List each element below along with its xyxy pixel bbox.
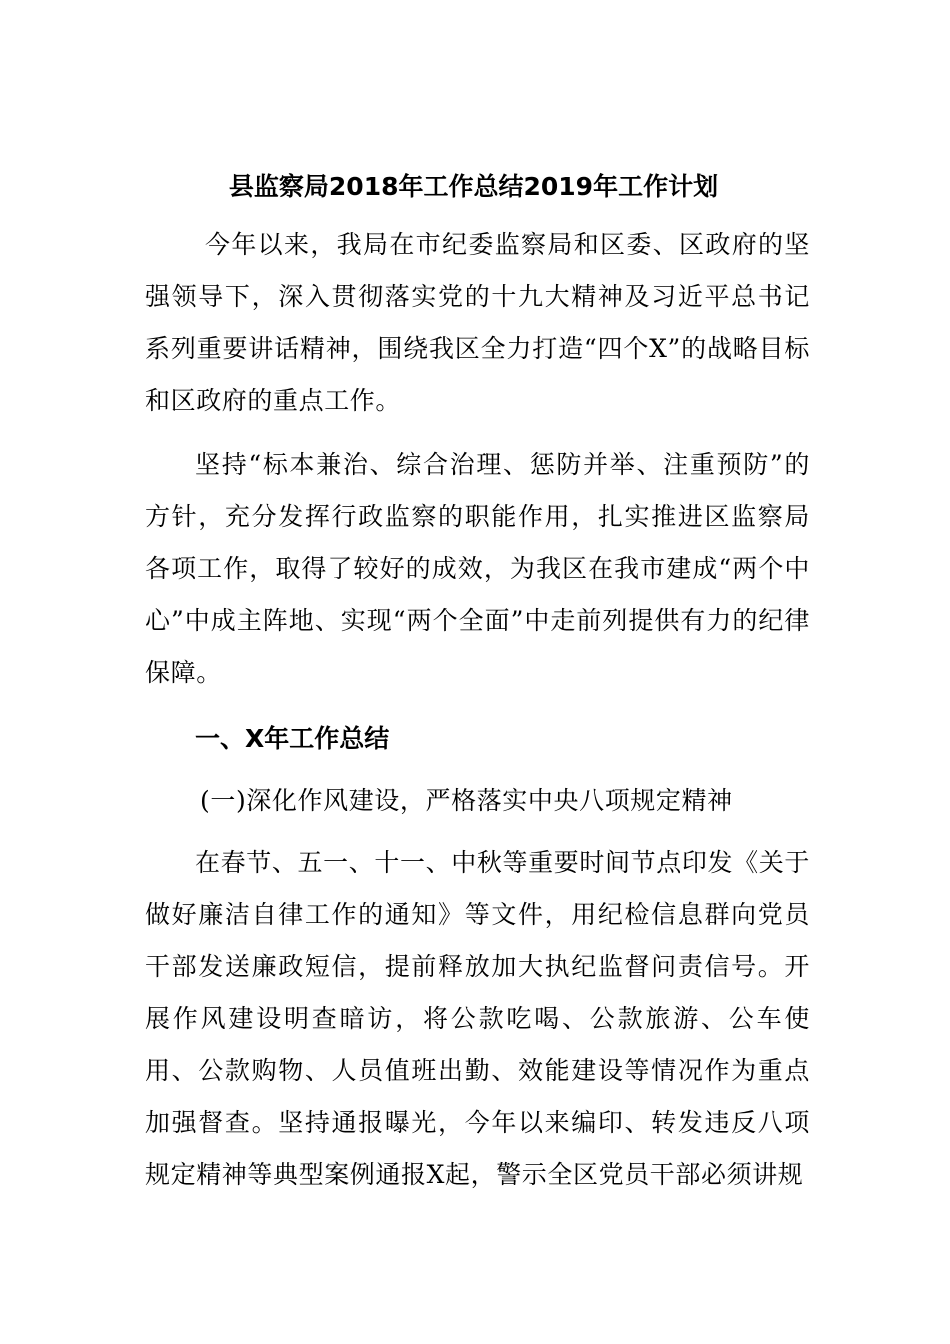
section-heading: 一、X年工作总结 (195, 724, 390, 753)
section-body-paragraph: 在春节、五一、十一、中秋等重要时间节点印发《关于做好廉洁自律工作的通知》等文件，用纪检信息群向党员干部发送廉政短信，提前释放加大执纪监督问责信号。开展作风建设明查暗访，将公款吃喝、公款旅游、公车使用、公款购物、人员值班出勤、效能建设等情况作为重点加强督查。坚持通报曝光，今年以来编印、转发违反八项规定精神等典型案例通报X起，警示全区党员干部必须讲规 (145, 848, 810, 1189)
document-title: 县监察局2018年工作总结2019年工作计划 (228, 172, 719, 201)
subsection-heading: (一)深化作风建设，严格落实中央八项规定精神 (200, 786, 733, 815)
policy-paragraph: 坚持“标本兼治、综合治理、惩防并举、注重预防”的方针，充分发挥行政监察的职能作用，扎实推进区监察局各项工作，取得了较好的成效，为我区在我市建成“两个中心”中成主阵地、实现“两个全面”中走前列提供有力的纪律保障。 (145, 450, 810, 687)
intro-paragraph: 今年以来，我局在市纪委监察局和区委、区政府的坚强领导下，深入贯彻落实党的十九大精神及习近平总书记系列重要讲话精神，围绕我区全力打造“四个X”的战略目标和区政府的重点工作。 (145, 230, 810, 415)
document-page (145, 165, 810, 1201)
